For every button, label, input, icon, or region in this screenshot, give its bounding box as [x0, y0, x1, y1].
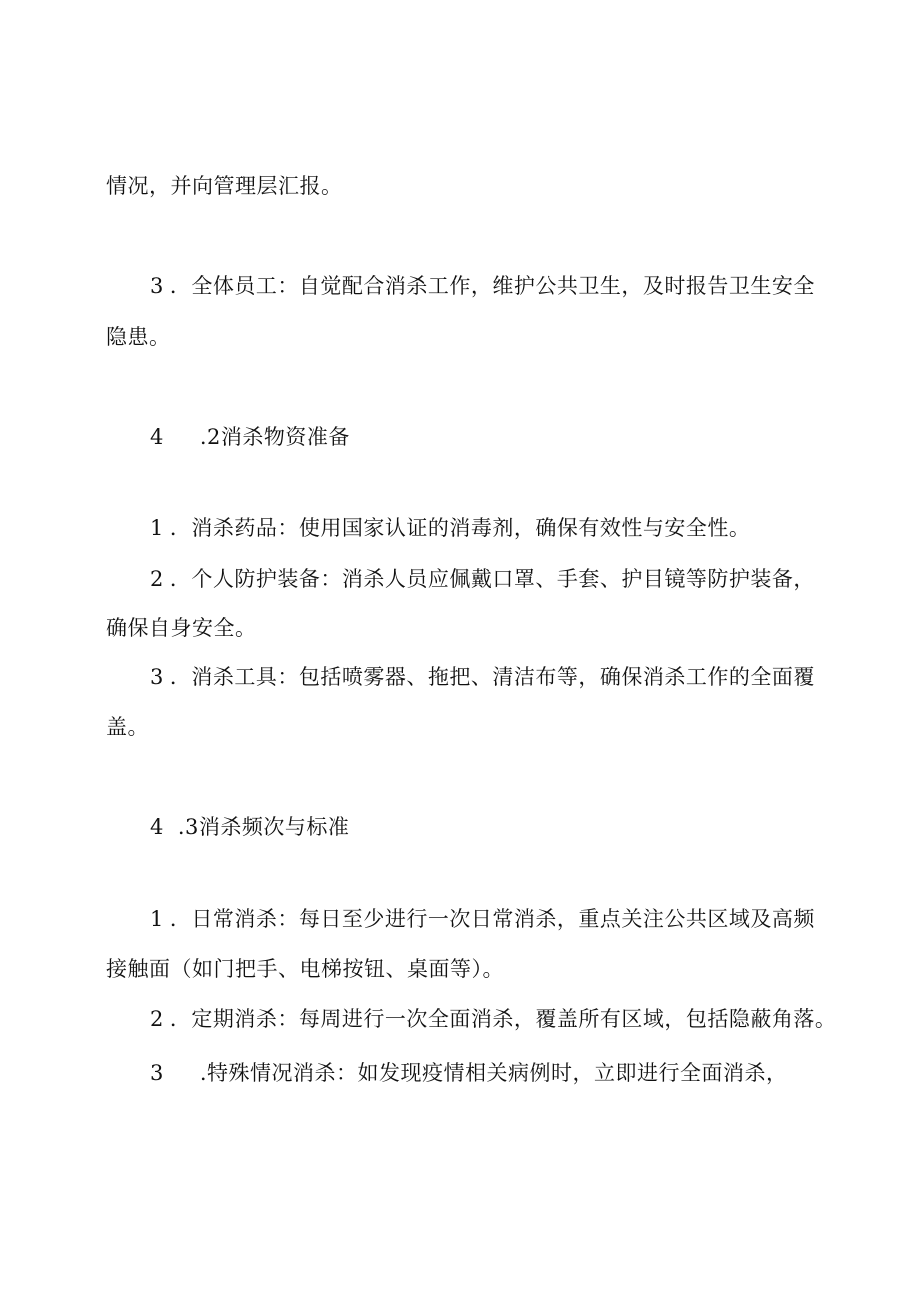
list-text-cont: 确保自身安全。 — [106, 616, 257, 640]
list-item-3-frequency — [150, 1058, 788, 1088]
list-number: 1 — [150, 516, 164, 540]
heading-text: .2消杀物资准备 — [199, 425, 350, 449]
list-item-3-staff-cont — [106, 322, 171, 352]
list-item-3-supplies — [150, 662, 815, 692]
text: 情况，并向管理层汇报。 — [106, 174, 343, 198]
list-item-1-supplies — [150, 513, 750, 543]
list-item-1-frequency — [150, 904, 815, 934]
list-text: ．消杀工具：包括喷雾器、拖把、清洁布等，确保消杀工作的全面覆 — [169, 665, 815, 689]
list-text: ．定期消杀：每周进行一次全面消杀，覆盖所有区域，包括隐蔽角落。 — [169, 1007, 837, 1031]
list-item-2-frequency — [150, 1004, 836, 1034]
section-heading-4-3 — [150, 812, 349, 842]
list-text: ．个人防护装备：消杀人员应佩戴口罩、手套、护目镜等防护装备， — [169, 567, 815, 591]
list-text-cont: 盖。 — [106, 715, 149, 739]
list-number: 3 — [150, 665, 164, 689]
list-text: .特殊情况消杀：如发现疫情相关病例时，立即进行全面消杀， — [199, 1061, 788, 1085]
list-number: 2 — [150, 1007, 164, 1031]
list-item-2-supplies — [150, 564, 815, 594]
section-heading-4-2 — [150, 422, 350, 452]
list-number: 3 — [150, 1061, 164, 1085]
heading-text: .3消杀频次与标准 — [177, 815, 350, 839]
list-number: 3 — [150, 274, 164, 298]
list-item-2-supplies-cont — [106, 613, 257, 643]
list-item-1-frequency-cont — [106, 954, 504, 984]
list-text-cont: 隐患。 — [106, 325, 171, 349]
list-number: 2 — [150, 567, 164, 591]
list-item-3-staff — [150, 271, 815, 301]
list-number: 1 — [150, 907, 164, 931]
list-item-3-supplies-cont — [106, 712, 149, 742]
list-text: ．全体员工：自觉配合消杀工作，维护公共卫生，及时报告卫生安全 — [169, 274, 815, 298]
list-text-cont: 接触面（如门把手、电梯按钮、桌面等）。 — [106, 957, 504, 981]
heading-number: 4 — [150, 815, 164, 839]
list-text: ．日常消杀：每日至少进行一次日常消杀，重点关注公共区域及高频 — [169, 907, 815, 931]
list-text: ．消杀药品：使用国家认证的消毒剂，确保有效性与安全性。 — [169, 516, 751, 540]
heading-number: 4 — [150, 425, 164, 449]
paragraph-line-continuation — [106, 171, 343, 201]
